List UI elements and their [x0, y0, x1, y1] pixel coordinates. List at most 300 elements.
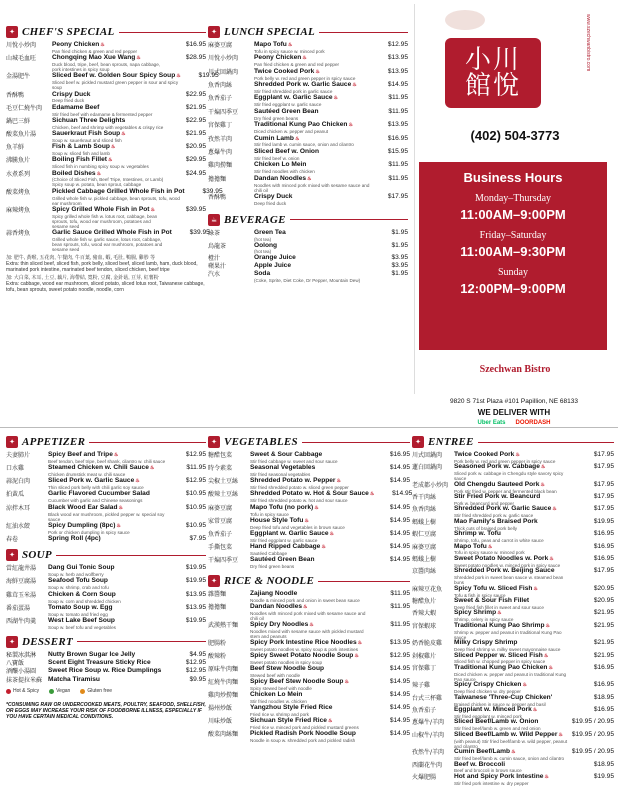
chili-icon: ♨ [329, 530, 335, 537]
item-name-en: Spicy Dry Noodles [250, 621, 309, 629]
item-price: $17.95 [593, 451, 614, 458]
item-price: $12.95 [387, 41, 408, 48]
menu-item [412, 519, 614, 531]
item-name-zh: 當紅龍井湯 [6, 565, 37, 573]
item-description: Thin sliced pork belly with chili garlic soy sauce [48, 485, 144, 491]
item-description: Stir fried beef w. onion [254, 155, 300, 161]
item-price: $14.95 [389, 717, 410, 725]
chili-icon: ♨ [309, 622, 314, 629]
chili-icon: ♨ [549, 555, 554, 562]
item-price: $19.95 [593, 517, 614, 525]
item-description: Stir fried noodles with chicken [254, 169, 315, 175]
chili-icon: ♨ [116, 522, 121, 529]
menu-item [412, 774, 614, 786]
item-name-en: Matcha Tiramisu [48, 675, 100, 683]
chili-icon: ♨ [548, 664, 553, 671]
item-name-en: Orange Juice [254, 254, 296, 262]
chili-icon: ♨ [149, 465, 155, 472]
chili-icon: ♨ [135, 478, 140, 485]
menu-item [208, 149, 408, 161]
item-price: $14.95 [389, 730, 410, 737]
item-name-en-block [52, 131, 168, 143]
item-price: $39.95 [202, 187, 223, 195]
item-price: $21.95 [185, 130, 206, 138]
item-price: $10.95 [185, 490, 206, 498]
item-name-en-block [254, 176, 370, 193]
chili-icon: ♨ [150, 206, 155, 213]
item-name-en: Spicy Sweet Potato Noodle Soup [250, 652, 354, 660]
menu-item [6, 668, 206, 675]
item-name-en: Steamed Chicken w. Chili Sauce [48, 464, 149, 472]
item-price: $1.95 [391, 269, 408, 277]
website-link[interactable]: www.szechwanbistro.com [585, 14, 591, 72]
item-name-en: Beef Stew Noodle Soup [250, 665, 325, 673]
item-name-en: Spicy Crispy Chicken [454, 681, 522, 689]
item-description: Sliced beef w. pickled mustard green pepper in sour and spicy soup [52, 80, 179, 91]
item-name-zh: 老成都小炒肉 [412, 481, 449, 489]
item-price: $19.95 [593, 772, 614, 780]
menu-item [208, 718, 410, 730]
item-name-en-block [454, 665, 568, 682]
item-name-zh: 酸辣粉 [208, 653, 227, 661]
item-name-zh: 涼拌木耳 [6, 504, 31, 512]
item-price: $28.95 [185, 54, 206, 62]
item-price: $16.95 [593, 663, 614, 671]
item-name-zh: 蒜香烤魚 [6, 230, 31, 238]
divider [290, 219, 408, 220]
item-description: Stir fried shredded potato w. sliced green pepper [250, 485, 349, 491]
item-price: $3.95 [391, 261, 408, 269]
item-name-en: Sichuan Three Delights [52, 116, 126, 124]
item-name-zh: 辣子雞 [412, 682, 431, 690]
menu-item [6, 229, 210, 253]
item-name-zh: 蝦仁豆腐 [412, 531, 437, 539]
item-description: Stir fried eggplant w. minced pork [454, 713, 522, 719]
item-description: Pan fried chicken & green and red pepper [52, 48, 138, 54]
item-name-en-block [250, 622, 372, 639]
item-name-en: Shredded Pork w. Garlic Sauce [254, 81, 352, 89]
item-price: $10.95 [185, 521, 206, 529]
item-description: Soup w. herb and wolfberry [48, 572, 104, 578]
item-name-zh: 螞蟻上樹 [412, 555, 437, 563]
item-name-zh: 蘋果汁 [208, 262, 227, 270]
chili-icon: ♨ [487, 543, 493, 550]
chili-icon: ♨ [107, 157, 113, 164]
chili-icon: ♨ [96, 170, 102, 177]
item-name-en: Shredded Potato w. Pepper [250, 477, 336, 485]
item-price: $14.95 [392, 490, 413, 498]
item-name-en-block [48, 452, 168, 464]
menu-item [208, 95, 408, 107]
item-name-en: Milky Crispy Shrimp [454, 639, 518, 647]
item-name-en-block [454, 544, 568, 556]
item-name-en: Mapo Tofu [254, 41, 287, 48]
divider [478, 442, 614, 443]
doordash-logo[interactable]: DOORDASH [515, 420, 551, 426]
decoration [445, 10, 485, 30]
item-name-en: Mapo Tofu (no pork) [250, 503, 314, 511]
item-price: $21.95 [593, 609, 614, 617]
item-name-en: Sichuan Style Fried Rice [250, 717, 327, 725]
item-name-zh: 川悅小炒肉 [6, 42, 37, 49]
menu-item [6, 92, 206, 104]
chili-icon: ♨ [121, 131, 126, 138]
item-name-en-block [254, 122, 370, 134]
legend-gluten-free [80, 688, 112, 694]
item-name-en-block [454, 695, 568, 707]
item-name-zh: 秘製冰淇淋 [6, 651, 37, 659]
item-name-en: Yangzhou Style Fried Rice [250, 704, 333, 712]
legend-hot-label: Hot & Spicy [13, 688, 40, 695]
menu-item [208, 452, 410, 464]
item-name-en-block [52, 105, 168, 117]
item-name-en: Shredded Potato w. Hot & Sour Sauce [250, 490, 369, 498]
menu-item [208, 243, 408, 255]
item-name-zh: 魚香肉絲 [412, 506, 437, 514]
vegetables-list [208, 451, 413, 570]
chili-icon: ♨ [532, 707, 538, 714]
item-price: $18.95 [593, 693, 614, 701]
item-price: $3.95 [391, 254, 408, 262]
noodle-icon: ✦ [208, 575, 220, 587]
item-description: Tofu & fish in spicy sauce [454, 592, 506, 598]
item-name-zh: 麻辣烤魚 [6, 206, 31, 214]
item-name-zh: 川味炒飯 [208, 718, 233, 726]
chopsticks-icon: ✦ [208, 26, 220, 38]
item-name-en: Sliced Beef w. Golden Sour Spicy Soup [52, 72, 176, 80]
chili-icon: ♨ [302, 55, 307, 62]
item-name-en: Twice Cooked Pork [454, 451, 515, 458]
section-title: SOUP [22, 549, 52, 562]
item-price: $17.95 [593, 505, 614, 513]
item-name-en: Hot and Spicy Pork Intestine [454, 772, 544, 780]
item-name-en-block [454, 598, 568, 610]
raw-food-warning: *CONSUMING RAW OR UNDERCOOKED MEATS, POULTRY, SEAFOOD, SHELLFISH, OR EGGS MAY INCREASE YOUR RISK OF FOODBORNE ILLNESS, ESPECIALLY IF YOU HAVE CERTAIN MEDICAL CONDITIONS. [6, 702, 206, 721]
menu-item [208, 109, 408, 121]
item-description: Stir fried shredded pork w. garlic sauce [454, 513, 534, 519]
item-price: $4.95 [189, 650, 206, 658]
item-name-en: Tomato Soup w. Egg [48, 603, 113, 611]
item-price: $12.95 [185, 451, 206, 458]
item-name-en-block [454, 653, 568, 665]
ubereats-logo[interactable]: Uber Eats [477, 420, 506, 426]
menu-item [6, 660, 206, 667]
item-price: $17.95 [593, 567, 614, 575]
item-price: $11.95 [388, 94, 408, 102]
item-description: Grilled whole fish w. pickled cabbage, bean sprouts, tofu, wood ear mushroom [52, 195, 180, 206]
menu-item [208, 591, 410, 603]
item-name-zh: 時令素菜 [208, 465, 233, 473]
item-name-en-block [48, 618, 168, 630]
item-description: Stir fried pork intestine w. dry pepper [454, 780, 529, 786]
item-description: Stir fried cabbage w. sweet and sour sauce [250, 458, 338, 464]
item-name-en: Garlic Sauce Grilled Whole Fish in Pot [52, 229, 172, 237]
divider [56, 555, 206, 556]
item-name-en: Dang Gui Tonic Soup [48, 564, 115, 572]
item-price: $12.95 [389, 652, 410, 660]
item-name-en-block [52, 189, 185, 206]
menu-item [6, 131, 206, 143]
item-name-zh: 酸辣土豆絲 [208, 491, 239, 499]
item-price: $14.95 [389, 477, 410, 485]
item-price: $17.95 [593, 463, 614, 471]
item-name-en: Sweet & Sour Cabbage [250, 451, 323, 458]
legend [6, 688, 206, 694]
menu-item [208, 69, 408, 81]
menu-item [6, 536, 206, 543]
item-price: $13.95 [185, 590, 206, 598]
menu-item [208, 136, 408, 148]
item-price: $14.95 [389, 691, 410, 699]
chili-icon: ♨ [336, 478, 341, 485]
menu-item [208, 557, 410, 569]
menu-item [412, 598, 614, 610]
item-description: (Coke, Sprite, Diet Coke, Dr Pepper, Mountain Dew) [254, 277, 361, 283]
item-price: $20.95 [593, 584, 614, 592]
item-name-en: Dandan Noodles [254, 174, 307, 182]
menu-item [412, 482, 614, 494]
item-name-en-block [254, 69, 370, 81]
item-name-zh: 螞蟻上樹 [412, 518, 437, 526]
phone-number[interactable]: (402) 504-3773 [470, 128, 560, 143]
address: 9820 S 71st Plaza #101 Papillion, NE 68133 [450, 398, 578, 405]
item-name-en: Sliced Beef w. Onion [254, 147, 319, 155]
item-name-en: Garlic Flavored Cucumber Salad [48, 490, 150, 498]
item-name-zh: 酸菜魚片湯 [6, 131, 37, 139]
item-price: $13.95 [387, 54, 408, 62]
item-description: Stewed beef with noodle [250, 673, 301, 679]
item-description: Stir fried seasonal vegetables [250, 472, 311, 478]
item-description: Shrimp, celery in spicy sauce [454, 617, 514, 623]
item-name-en-block [250, 692, 372, 704]
menu-item [6, 452, 206, 464]
item-name-zh: 魚羊鮮 [6, 144, 25, 152]
item-price: $19.95 / 20.95 [571, 718, 614, 726]
chili-icon: ♨ [543, 652, 549, 659]
chili-icon: ♨ [287, 42, 293, 48]
rice-noodle-list [208, 591, 410, 743]
menu-item [412, 568, 614, 585]
chili-icon: ♨ [533, 585, 538, 592]
item-name-en-block [254, 271, 370, 283]
item-description: Stir fried shredded potato w. hot and sour sauce [250, 498, 348, 504]
menu-item [412, 544, 614, 556]
item-description: Sliced fish in numbing spicy soup w. vegetables [52, 164, 149, 170]
item-name-en-block [254, 263, 370, 270]
item-price: $19.95 / 20.95 [571, 730, 614, 738]
menu-item [412, 682, 614, 694]
item-name-en-block [454, 464, 568, 481]
menu-item [412, 719, 614, 731]
item-price: $14.95 [389, 704, 410, 712]
item-name-en-block [254, 162, 370, 174]
item-name-en: Sweet Potato Noodles w. Pork [454, 554, 549, 562]
menu-item [6, 42, 206, 54]
menu-item [208, 731, 410, 743]
item-name-en-block [254, 255, 370, 262]
menu-item [208, 55, 408, 67]
item-name-en-block [454, 732, 568, 749]
menu-item [412, 762, 614, 774]
item-price: $13.95 [185, 603, 206, 611]
divider [119, 32, 206, 33]
menu-item [412, 452, 614, 464]
item-description: Sweet potato noodles w. spicy soup & pork intestines [250, 647, 359, 653]
item-name-zh: 麻婆豆腐 [412, 543, 437, 551]
item-name-en-block [250, 544, 372, 556]
soup-list [6, 565, 206, 630]
item-name-en-block [48, 677, 168, 684]
item-description: Sweet potato noodles w. minced pork in spicy sauce [454, 562, 561, 568]
item-name-zh: 抹茶提拉米蘇 [6, 676, 43, 684]
section-title: APPETIZER [22, 436, 86, 448]
item-price: $14.95 [389, 516, 410, 524]
item-description: Stir fried lamb w. cumin sauce, onion and cilantro [254, 142, 354, 148]
item-name-en-block [454, 682, 568, 694]
item-price: $12.95 [185, 667, 206, 675]
item-price: $19.95 [185, 616, 206, 624]
item-name-zh: 魚香肉絲 [208, 82, 233, 90]
item-name-zh: 烏龍茶 [208, 242, 227, 250]
item-name-en: Chicken Lo Mein [254, 161, 307, 169]
item-name-en: Seafood Tofu Soup [48, 577, 108, 585]
menu-item [208, 194, 408, 206]
restaurant-logo [445, 38, 541, 108]
item-name-zh: 拍黃瓜 [6, 491, 25, 499]
menu-item [208, 653, 410, 665]
item-name-zh: 酒釀小湯圓 [6, 668, 37, 676]
menu-item [6, 478, 206, 490]
beverage-list [208, 230, 408, 283]
item-name-zh: 蒜泥白肉 [6, 478, 31, 486]
menu-item [6, 105, 206, 117]
chili-icon: ♨ [544, 773, 549, 780]
chili-icon: ♨ [515, 452, 520, 458]
item-name-en-block [254, 55, 370, 67]
item-description: (hot tea) [254, 236, 272, 242]
item-name-en: Seasonal Vegetables [250, 464, 316, 472]
menu-item [208, 666, 410, 678]
item-name-en-block [254, 82, 370, 94]
item-description: (Choice of Sliced Fish, Beef Tripe, Intestines, or Lamb) Spicy soup w. potato, bean sprout, cabbage [52, 177, 164, 188]
item-name-en: Beef w. Broccoli [454, 760, 506, 768]
legend-gf-label: Gluten free [87, 688, 113, 695]
chili-icon: ♨ [303, 604, 308, 611]
item-price: $14.95 [389, 665, 410, 673]
entree-list [412, 452, 614, 786]
item-price: $16.95 [387, 134, 408, 142]
chili-icon: ♨ [558, 731, 563, 738]
item-name-en: Chicken & Corn Soup [48, 590, 116, 598]
item-name-zh: 金湯肥牛 [6, 73, 31, 81]
menu-item [412, 610, 614, 622]
item-name-en: Eggplant w. Garlic Sauce [250, 529, 329, 537]
item-price: $16.95 [593, 706, 614, 714]
menu-item [208, 705, 410, 717]
item-name-zh: 揚州炒飯 [208, 705, 233, 713]
item-price: $1.95 [391, 241, 408, 249]
leaf-icon: ✦ [208, 436, 220, 448]
item-name-zh: 川式回鍋肉 [412, 452, 443, 459]
menu-item [208, 490, 413, 504]
menu-item [412, 665, 614, 682]
item-price: $12.95 [185, 477, 206, 485]
item-price: $19.95 [185, 564, 206, 572]
menu-item [6, 618, 206, 630]
chili-icon: ♨ [552, 506, 557, 513]
item-name-zh: 孜然羊肉 [208, 135, 233, 143]
item-name-en-block [48, 478, 168, 490]
divider [319, 32, 408, 33]
item-price: $14.95 [389, 529, 410, 537]
chili-icon: ♨ [136, 55, 141, 62]
item-price: $12.95 [185, 659, 206, 667]
menu-item [6, 55, 206, 72]
item-name-en-block [250, 452, 372, 464]
menu-item [6, 171, 206, 188]
item-name-en: Spicy Shrimp [454, 609, 497, 617]
chili-icon: ♨ [511, 749, 516, 756]
beverage-header [208, 214, 408, 226]
item-name-en-block [48, 523, 168, 535]
item-name-zh: 海鮮豆腐湯 [6, 578, 37, 586]
item-name-en: Old Chengdu Sauteed Pork [454, 480, 540, 488]
item-name-en: Cumin Beef/Lamb [454, 748, 511, 756]
menu-item [412, 586, 614, 598]
item-name-zh: 擔擔麵 [208, 175, 227, 183]
item-description: Black wood ear mushroom, pickled pepper w. special soy sauce [48, 511, 165, 522]
legend-hot [6, 688, 39, 694]
chili-icon: ♨ [522, 682, 527, 689]
item-description: Fried rice w. minced pork and pickled mustard greens [250, 724, 359, 730]
item-name-en: Shrimp w. Tofu [454, 530, 501, 538]
item-price: $13.95 [389, 639, 410, 647]
item-description: Soup w. sauerkraut and sliced fish [52, 137, 122, 143]
item-price: $21.95 [593, 621, 614, 629]
item-name-en-block [52, 230, 172, 252]
chopsticks-icon: ✦ [6, 436, 18, 448]
item-name-en-block [52, 171, 168, 188]
item-description: Stir fried eggplant w. garlic sauce [250, 537, 318, 543]
section-title: DESSERT [22, 635, 74, 648]
item-description: Spicy stewed beef with noodle [250, 686, 312, 692]
divider [302, 442, 410, 443]
item-name-en: Sautéed Green Bean [250, 556, 315, 564]
restaurant-name: Szechwan Bistro [479, 364, 551, 375]
menu-item [208, 162, 408, 174]
item-name-zh: 香酥鴨 [208, 194, 227, 201]
item-name-en: Spicy Grilled Whole Fish in Pot [52, 205, 150, 213]
item-description: Pork w. beancurd and pepper [454, 501, 515, 507]
item-name-en: Scent Eight Treasure Sticky Rice [48, 659, 151, 667]
item-name-zh: 紅油水餃 [6, 522, 31, 530]
menu-item [6, 592, 206, 604]
item-name-en-block [250, 666, 372, 678]
item-price: $14.95 [389, 543, 410, 551]
item-name-en: Dandan Noodles [250, 603, 303, 611]
item-name-en-block [454, 774, 568, 786]
item-description: Noodles with minced pork mixed with sesame sauce and chili oil [254, 182, 370, 193]
item-name-zh: 糖醋魚片 [412, 598, 437, 606]
item-name-zh: 八寶飯 [6, 660, 25, 668]
item-description: Beef tendon, beef tripe, beef shank, cilantro w. chili sauce [48, 458, 166, 464]
item-price: $19.95 / 20.95 [571, 748, 614, 756]
item-name-en: Spicy Pork Intestine Rice Noodles [250, 639, 357, 647]
item-name-en-block [250, 653, 372, 665]
item-name-en: Boiling Fish Fillet [52, 156, 107, 164]
menu-item [412, 732, 614, 749]
item-name-en: Chongqing Mao Xue Wang [52, 54, 136, 62]
